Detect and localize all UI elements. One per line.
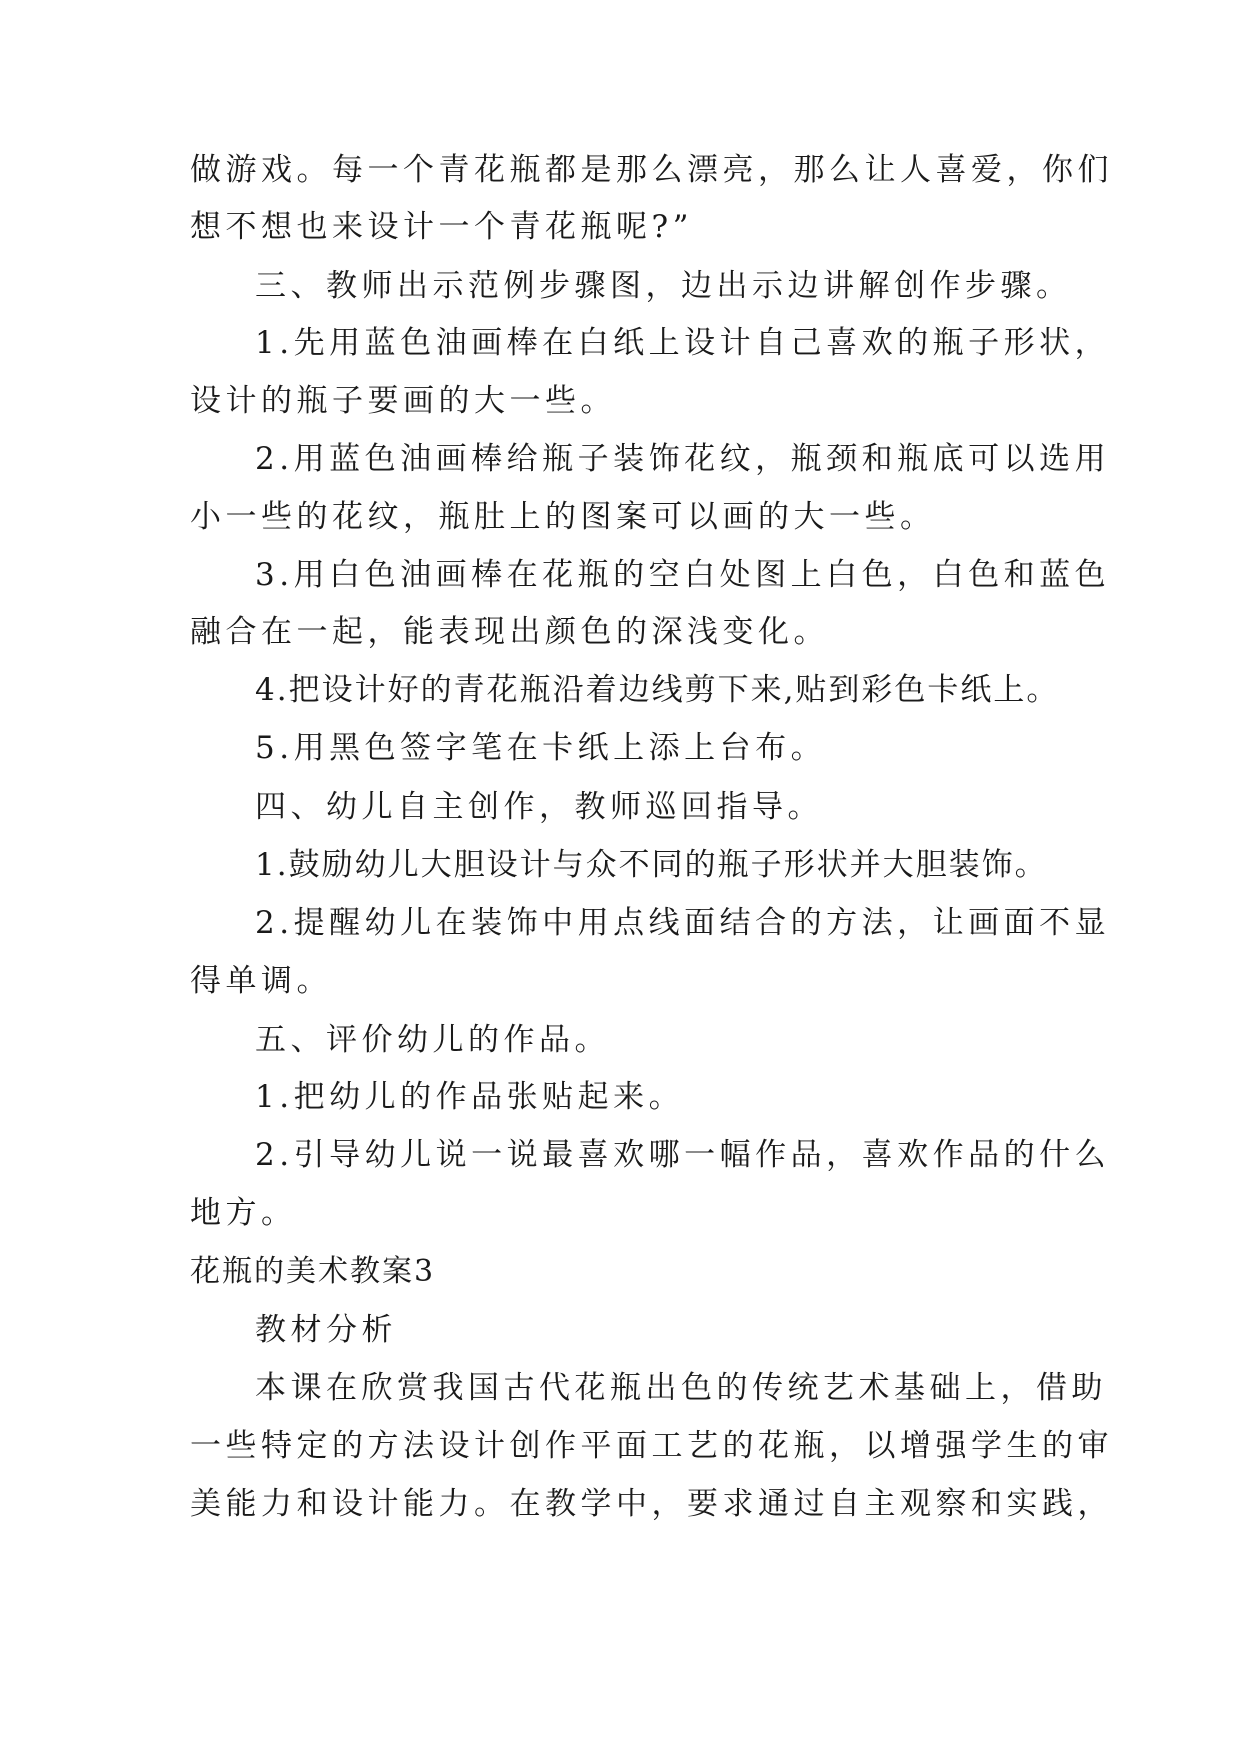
paragraph-line: 做游戏。每一个青花瓶都是那么漂亮，那么让人喜爱，你们 [190, 152, 1113, 188]
step-item: 1.先用蓝色油画棒在白纸上设计自己喜欢的瓶子形状， [255, 325, 1111, 361]
section-heading: 四、幼儿自主创作，教师巡回指导。 [255, 789, 823, 825]
subsection-heading: 教材分析 [255, 1312, 397, 1348]
paragraph-line: 小一些的花纹，瓶肚上的图案可以画的大一些。 [190, 499, 936, 535]
step-item: 1.鼓励幼儿大胆设计与众不同的瓶子形状并大胆装饰。 [255, 847, 1048, 883]
paragraph-line: 得单调。 [190, 963, 332, 999]
step-item: 3.用白色油画棒在花瓶的空白处图上白色，白色和蓝色 [255, 557, 1111, 593]
section-heading: 五、评价幼儿的作品。 [255, 1022, 610, 1058]
paragraph-line: 融合在一起，能表现出颜色的深浅变化。 [190, 614, 829, 650]
step-item: 2.提醒幼儿在装饰中用点线面结合的方法，让画面不显 [255, 905, 1111, 941]
paragraph-line: 本课在欣赏我国古代花瓶出色的传统艺术基础上，借助 [255, 1370, 1107, 1406]
section-heading: 三、教师出示范例步骤图，边出示边讲解创作步骤。 [255, 268, 1072, 304]
step-item: 2.引导幼儿说一说最喜欢哪一幅作品，喜欢作品的什么 [255, 1137, 1111, 1173]
paragraph-line: 设计的瓶子要画的大一些。 [190, 383, 616, 419]
paragraph-line: 一些特定的方法设计创作平面工艺的花瓶，以增强学生的审 [190, 1428, 1113, 1464]
paragraph-line: 地方。 [190, 1195, 297, 1231]
paragraph-line: 美能力和设计能力。在教学中，要求通过自主观察和实践， [190, 1486, 1113, 1522]
step-item: 1.把幼儿的作品张贴起来。 [255, 1079, 685, 1115]
step-item: 2.用蓝色油画棒给瓶子装饰花纹，瓶颈和瓶底可以选用 [255, 441, 1111, 477]
lesson-title: 花瓶的美术教案3 [190, 1254, 436, 1289]
step-item: 4.把设计好的青花瓶沿着边线剪下来,贴到彩色卡纸上。 [255, 672, 1060, 708]
paragraph-line: 想不想也来设计一个青花瓶呢?” [190, 209, 693, 245]
step-item: 5.用黑色签字笔在卡纸上添上台布。 [255, 730, 827, 766]
